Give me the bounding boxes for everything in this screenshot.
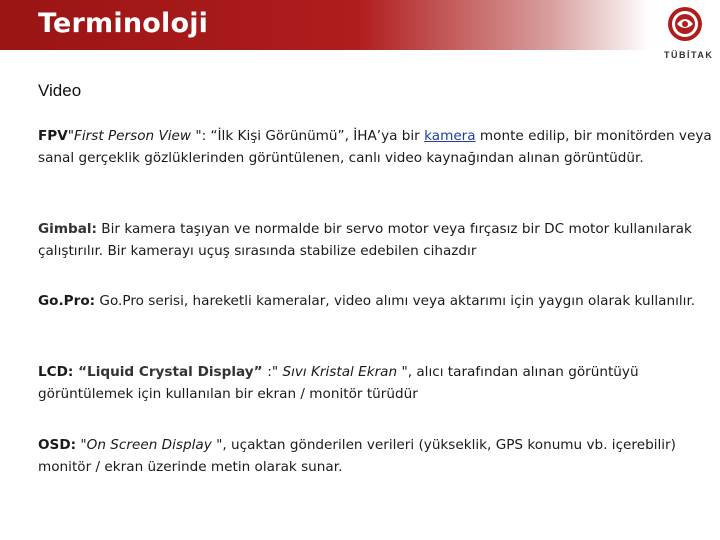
- term-osd: OSD:: [38, 437, 77, 453]
- term-fpv: FPV: [38, 128, 68, 144]
- turkish-name-fpv: İlk Kişi Görünümü: [217, 128, 338, 144]
- term-gimbal: Gimbal:: [38, 221, 97, 237]
- term-expansion-lcd: “Liquid Crystal Display”: [73, 364, 268, 380]
- paragraph-osd: OSD: "On Screen Display ", uçaktan gönderilen verileri (yükseklik, GPS konumu vb. içerebilir) monitör / ekran üzerinde metin olarak sunar.: [38, 437, 676, 475]
- section-title: Video: [38, 81, 82, 100]
- logo-text: TÜBİTAK: [664, 50, 714, 60]
- paragraph-lcd: LCD: “Liquid Crystal Display” :" Sıvı Kristal Ekran ", alıcı tarafından alınan görüntüyü görüntülemek için kullanılan bir ekran / monitör türüdür: [38, 364, 639, 402]
- paragraph-gimbal: Gimbal: Bir kamera taşıyan ve normalde bir servo motor veya fırçasız bir DC motor kullanılarak çalıştırılır. Bir kamerayı uçuş sırasında stabilize edebilen cihazdır: [38, 221, 692, 259]
- paragraph-fpv: FPV"First Person View ": “İlk Kişi Görünümü”, İHA’ya bir kamera monte edilip, bir monitörden veya sanal gerçeklik gözlüklerinden görüntülenen, canlı video kaynağından alınan görüntüdür.: [38, 128, 712, 166]
- term-lcd: LCD:: [38, 364, 74, 380]
- paragraph-gopro: Go.Pro: Go.Pro serisi, hareketli kameralar, video alımı veya aktarımı için yaygın olarak kullanılır.: [38, 293, 696, 309]
- page-title: Terminoloji: [38, 8, 209, 39]
- kamera-link[interactable]: kamera: [424, 128, 476, 144]
- term-gopro: Go.Pro:: [38, 293, 96, 309]
- turkish-name-lcd: Sıvı Kristal Ekran: [282, 364, 398, 380]
- term-expansion-fpv: First Person View: [74, 128, 192, 144]
- term-expansion-osd: On Screen Display: [86, 437, 212, 453]
